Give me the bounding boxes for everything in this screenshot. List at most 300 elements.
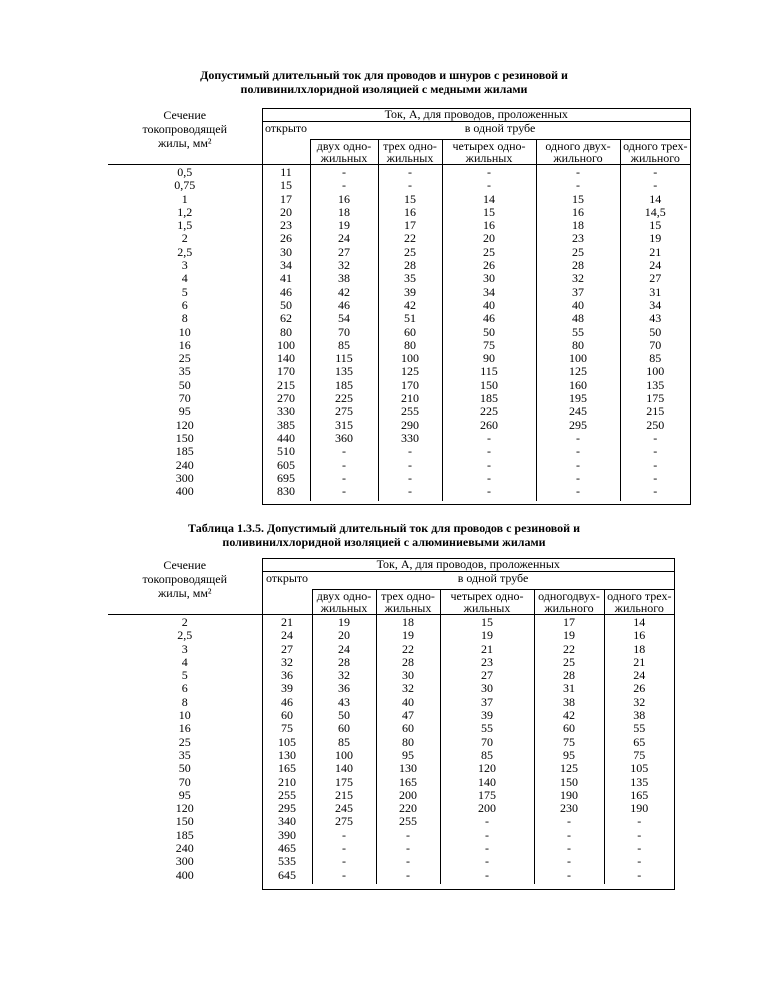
table-cell: 50 (280, 297, 292, 312)
table-cell: 55 (572, 324, 584, 339)
table-cell: 340 (278, 814, 296, 829)
table-cell: 14,5 (644, 204, 666, 219)
table-cell: - (342, 165, 346, 179)
table-cell: 60 (281, 708, 293, 723)
table-cell: 32 (281, 654, 293, 669)
table-cell: 16 (483, 218, 495, 233)
table-cell: 43 (338, 694, 350, 709)
table-cell: 35 (178, 747, 191, 762)
column-four-single (442, 165, 536, 501)
section-header-line: Сечение (163, 558, 207, 572)
table-cell: 21 (649, 244, 662, 259)
table-cell: 38 (633, 708, 646, 723)
table-cell: 20 (338, 628, 350, 643)
table-cell: 105 (278, 734, 296, 749)
open-header: открыто (265, 571, 309, 585)
table-cell: 19 (338, 218, 350, 233)
table-cell: 15 (649, 218, 662, 233)
table-cell: - (485, 827, 489, 842)
table-cell: 70 (481, 734, 493, 749)
table-cell: 40 (483, 297, 495, 312)
column-one-two (536, 165, 620, 501)
table-cell: 390 (278, 827, 296, 842)
column-header-line: жильного (614, 601, 664, 615)
table2-title-line1: Таблица 1.3.5. Допустимый длительный ток для проводов с резиновой и (187, 521, 580, 535)
table-cell: 46 (338, 297, 350, 312)
table-cell: 135 (630, 774, 649, 789)
table-cell: 27 (338, 244, 350, 259)
table-cell: - (653, 178, 658, 193)
table-cell: 165 (278, 761, 296, 776)
table-cell: - (637, 814, 642, 829)
table-cell: 95 (178, 404, 191, 419)
section-header-line: токопроводящей (142, 572, 228, 586)
table-cell: 55 (481, 721, 493, 736)
table-cell: 60 (563, 721, 575, 736)
table-cell: 130 (399, 761, 417, 776)
table-cell: 42 (563, 708, 575, 723)
column-header (534, 590, 604, 615)
table-cell: 330 (401, 430, 419, 445)
table-cell: 210 (278, 774, 296, 789)
column-header (620, 140, 690, 165)
table-cell: - (567, 841, 571, 856)
table-cell: 150 (480, 377, 498, 392)
table-cell: - (637, 827, 642, 842)
table-cell: 115 (335, 351, 353, 366)
table-cell: 140 (478, 774, 496, 789)
table-cell: - (342, 867, 346, 882)
column-one-two (534, 615, 604, 885)
table-cell: 95 (563, 747, 575, 762)
table-cell: - (567, 814, 571, 829)
column-header-line: одного трех- (607, 589, 672, 603)
table-cell: 295 (569, 417, 587, 432)
section-header-line: жилы, мм² (157, 136, 212, 150)
table-cell: 30 (481, 681, 493, 696)
table-cell: 50 (483, 324, 495, 339)
table-cell: 225 (335, 391, 353, 406)
table-cell: 48 (572, 311, 584, 326)
table-cell: - (576, 444, 580, 459)
table-cell: 125 (560, 761, 578, 776)
table-cell: 245 (569, 404, 587, 419)
table-cell: - (406, 841, 410, 856)
table-cell: 42 (338, 284, 350, 299)
table-cell: 60 (404, 324, 416, 339)
table-cell: 10 (178, 708, 191, 723)
table-cell: 41 (280, 271, 292, 286)
table-cell: - (485, 854, 489, 869)
table-cell: 30 (280, 244, 292, 259)
table-cell: - (487, 484, 491, 499)
table-cell: 240 (175, 457, 194, 472)
table-cell: 220 (399, 801, 417, 816)
table-cell: 14 (483, 191, 495, 206)
table-cell: 50 (178, 377, 191, 392)
table-cell: 32 (633, 694, 646, 709)
table-cell: 190 (630, 801, 649, 816)
table-cell: 185 (480, 391, 498, 406)
table-cell: - (487, 430, 491, 445)
current-header: Ток, А, для проводов, проложенных (262, 108, 690, 122)
column-header-line: трех одно- (381, 589, 435, 603)
column-two-single (310, 165, 378, 501)
table-cell: 385 (277, 417, 295, 432)
column-one-three (604, 615, 674, 885)
table-cell: 2 (181, 231, 188, 246)
table-cell: 830 (277, 484, 295, 499)
table-cell: 4 (181, 654, 188, 669)
table-cell: 25 (572, 244, 584, 259)
table-cell: 32 (572, 271, 584, 286)
table-cell: 28 (563, 668, 575, 683)
table-cell: 19 (563, 628, 575, 643)
table-cell: 5 (181, 668, 188, 683)
table-cell: 24 (338, 231, 350, 246)
table-cell: 645 (278, 867, 296, 882)
table-cell: 80 (280, 324, 292, 339)
table-cell: 245 (335, 801, 353, 816)
table-cell: 34 (483, 284, 495, 299)
table-cell: 3 (181, 641, 188, 656)
table-cell: 28 (338, 654, 350, 669)
table-cell: - (487, 470, 491, 485)
table-cell: 65 (633, 734, 646, 749)
table-cell: 1,5 (177, 218, 193, 233)
table-cell: - (342, 841, 346, 856)
table-cell: 22 (404, 231, 416, 246)
table-cell: 46 (280, 284, 292, 299)
table-cell: 28 (404, 258, 416, 273)
table-cell: 28 (402, 654, 414, 669)
table-cell: 32 (338, 668, 350, 683)
table-cell: - (567, 854, 571, 869)
table-cell: 100 (401, 351, 419, 366)
table-cell: 11 (280, 165, 292, 179)
table-cell: 31 (649, 284, 662, 299)
table-cell: - (406, 867, 410, 882)
column-header-line: двух одно- (316, 139, 372, 153)
table-cell: 330 (277, 404, 295, 419)
table-cell: - (653, 430, 658, 445)
column-header-line: двух одно- (316, 589, 372, 603)
table-cell: 150 (175, 814, 194, 829)
table-cell: 18 (338, 204, 350, 219)
table-cell: 39 (481, 708, 493, 723)
column-header (604, 590, 674, 615)
table-cell: 290 (401, 417, 419, 432)
section-header-line: Сечение (163, 108, 207, 122)
table-cell: 16 (404, 204, 416, 219)
table-cell: 215 (277, 377, 295, 392)
table-cell: 215 (646, 404, 665, 419)
table-cell: - (653, 444, 658, 459)
table-cell: 47 (402, 708, 414, 723)
table-cell: 15 (404, 191, 416, 206)
table-cell: 30 (483, 271, 495, 286)
column-open (262, 615, 312, 885)
table-cell: - (408, 178, 412, 193)
table-cell: 40 (402, 694, 414, 709)
section-header (108, 558, 262, 615)
column-header (310, 140, 378, 165)
table-cell: 125 (569, 364, 587, 379)
table-cell: 14 (633, 615, 646, 629)
table-cell: 100 (277, 337, 295, 352)
table-cell: 17 (563, 615, 575, 629)
table-cell: 17 (404, 218, 416, 233)
table-cell: 38 (563, 694, 575, 709)
table-cell: 15 (572, 191, 584, 206)
table-cell: 135 (646, 377, 665, 392)
column-header-line: жильного (553, 151, 603, 165)
table-cell: 3 (181, 258, 188, 273)
table-cell: 75 (483, 337, 495, 352)
column-header-line: одного трех- (623, 139, 688, 153)
table-cell: - (487, 457, 491, 472)
table-cell: - (342, 484, 346, 499)
column-open (262, 165, 310, 501)
table-cell: 75 (281, 721, 293, 736)
table2-title-line2: поливинилхлоридной изоляцией с алюминиевыми жилами (222, 535, 546, 549)
table-cell: 185 (175, 444, 194, 459)
table-cell: 16 (572, 204, 584, 219)
table-cell: 27 (649, 271, 662, 286)
table-cell: 27 (481, 668, 493, 683)
table-cell: 37 (481, 694, 493, 709)
column-header (442, 140, 536, 165)
table-cell: 210 (401, 391, 419, 406)
table-cell: 260 (480, 417, 498, 432)
table-cell: - (487, 444, 491, 459)
table-cell: - (487, 178, 491, 193)
table-cell: 150 (175, 430, 194, 445)
table-cell: 225 (480, 404, 498, 419)
table-cell: - (653, 470, 658, 485)
table-cell: 6 (181, 681, 188, 696)
column-header-line: трех одно- (383, 139, 437, 153)
table-cell: 255 (401, 404, 419, 419)
table-cell: 38 (338, 271, 350, 286)
table-cell: 75 (633, 747, 646, 762)
column-header-line: жильных (463, 601, 511, 615)
column-header (536, 140, 620, 165)
table-cell: - (653, 484, 658, 499)
in-pipe-header: в одной трубе (457, 571, 529, 585)
table-cell: 14 (649, 191, 662, 206)
table-cell: 31 (563, 681, 575, 696)
table-cell: 300 (175, 854, 194, 869)
table-cell: 36 (338, 681, 350, 696)
table-cell: 30 (402, 668, 414, 683)
table-cell: 605 (277, 457, 295, 472)
table-cell: 34 (649, 297, 662, 312)
column-three-single (376, 615, 440, 885)
table-cell: 24 (338, 641, 350, 656)
table-cell: - (342, 854, 346, 869)
section-header (108, 108, 262, 165)
table-cell: - (342, 178, 346, 193)
table-cell: - (342, 827, 346, 842)
table-cell: 43 (649, 311, 662, 326)
table-cell: 16 (178, 721, 191, 736)
column-header-line: четырех одно- (450, 589, 524, 603)
table-cell: - (576, 178, 580, 193)
section-header-line: токопроводящей (142, 122, 228, 136)
table-cell: 15 (483, 204, 495, 219)
table-cell: 300 (175, 470, 194, 485)
column-header-line: жильных (384, 601, 432, 615)
table-cell: - (576, 165, 580, 179)
table-cell: 55 (633, 721, 646, 736)
table-cell: 21 (281, 615, 293, 629)
table-cell: 135 (335, 364, 353, 379)
table-cell: 95 (402, 747, 414, 762)
table-cell: 16 (178, 337, 191, 352)
current-header: Ток, А, для проводов, проложенных (262, 558, 674, 572)
table-cell: 25 (404, 244, 416, 259)
table-cell: 0,5 (177, 165, 193, 179)
table-cell: 8 (181, 694, 188, 709)
column-header-line: четырех одно- (452, 139, 526, 153)
table-cell: 190 (560, 787, 578, 802)
table-cell: 25 (483, 244, 495, 259)
table-cell: 36 (281, 668, 293, 683)
table-cell: 18 (633, 641, 646, 656)
table-cell: - (342, 457, 346, 472)
table-cell: - (408, 444, 412, 459)
table-cell: 15 (481, 615, 493, 629)
table-cell: 255 (399, 814, 417, 829)
column-header (378, 140, 442, 165)
table-cell: 4 (181, 271, 188, 286)
table-cell: 22 (563, 641, 575, 656)
table-cell: 170 (277, 364, 295, 379)
table-cell: 90 (483, 351, 495, 366)
table-cell: 200 (399, 787, 417, 802)
table-cell: 2 (181, 615, 188, 629)
table-cell: - (567, 867, 571, 882)
table-cell: 20 (483, 231, 495, 246)
table-cell: 275 (335, 404, 353, 419)
table-cell: - (408, 484, 412, 499)
table-cell: 295 (278, 801, 296, 816)
table-cell: 510 (277, 444, 295, 459)
table-cell: 100 (335, 747, 353, 762)
table-cell: 195 (569, 391, 587, 406)
column-header-line: одногодвух- (538, 589, 600, 603)
table-cell: 80 (572, 337, 584, 352)
table-cell: 535 (278, 854, 296, 869)
table-cell: 215 (335, 787, 353, 802)
table-cell: 26 (483, 258, 495, 273)
table-cell: 23 (572, 231, 584, 246)
table-cell: 35 (178, 364, 191, 379)
table-cell: 34 (280, 258, 292, 273)
table-cell: - (637, 867, 642, 882)
table-cell: 360 (335, 430, 353, 445)
table-cell: 23 (280, 218, 292, 233)
table-cell: 695 (277, 470, 295, 485)
table-cell: 440 (277, 430, 295, 445)
table-cell: - (485, 841, 489, 856)
table-cell: 19 (402, 628, 414, 643)
table-cell: 70 (178, 391, 191, 406)
table-cell: 10 (178, 324, 191, 339)
in-pipe-header: в одной трубе (464, 121, 536, 135)
table-cell: 17 (280, 191, 292, 206)
table-cell: 32 (402, 681, 414, 696)
table1-title-line2: поливинилхлоридной изоляцией с медными жилами (240, 82, 528, 96)
table-cell: - (406, 827, 410, 842)
table-cell: 19 (481, 628, 493, 643)
table-cell: 70 (338, 324, 350, 339)
table-cell: 26 (280, 231, 292, 246)
table-cell: 18 (572, 218, 584, 233)
table-cell: 51 (404, 311, 416, 326)
column-header-line: жильных (465, 151, 513, 165)
table-cell: 60 (338, 721, 350, 736)
table-cell: - (408, 457, 412, 472)
table-cell: 275 (335, 814, 353, 829)
column-header-line: жильного (544, 601, 594, 615)
table-cell: 46 (483, 311, 495, 326)
table-cell: - (637, 841, 642, 856)
column-one-three (620, 165, 690, 501)
table-cell: - (567, 827, 571, 842)
table-cell: 54 (338, 311, 350, 326)
table-cell: 27 (281, 641, 293, 656)
table-cell: - (342, 470, 346, 485)
table-cell: 85 (481, 747, 493, 762)
column-header-line: жильных (320, 151, 368, 165)
table-cell: 50 (338, 708, 350, 723)
table-cell: 5 (181, 284, 188, 299)
table-cell: 75 (563, 734, 575, 749)
table-cell: 50 (649, 324, 662, 339)
table-cell: 270 (277, 391, 295, 406)
table-cell: 140 (277, 351, 295, 366)
table1-grid (108, 108, 690, 501)
table-cell: 130 (278, 747, 296, 762)
table-cell: 28 (572, 258, 584, 273)
table-cell: 140 (335, 761, 353, 776)
table-cell: 160 (569, 377, 587, 392)
table-cell: 255 (278, 787, 296, 802)
column-section (108, 615, 262, 885)
table-cell: 21 (633, 654, 646, 669)
table-cell: - (408, 165, 412, 179)
column-header (440, 590, 534, 615)
table-cell: 315 (335, 417, 353, 432)
table-cell: 24 (633, 668, 646, 683)
table-cell: 80 (404, 337, 416, 352)
table-cell: 46 (281, 694, 293, 709)
table-cell: - (653, 165, 658, 179)
table-cell: 185 (175, 827, 194, 842)
column-two-single (312, 615, 376, 885)
table-cell: 185 (335, 377, 353, 392)
table-cell: 175 (646, 391, 665, 406)
table-cell: 2,5 (177, 244, 193, 259)
table-cell: - (485, 814, 489, 829)
table-cell: 240 (175, 841, 194, 856)
table-cell: 100 (646, 364, 665, 379)
table-cell: 1 (181, 191, 188, 206)
table-cell: 80 (402, 734, 414, 749)
table-cell: 100 (569, 351, 587, 366)
